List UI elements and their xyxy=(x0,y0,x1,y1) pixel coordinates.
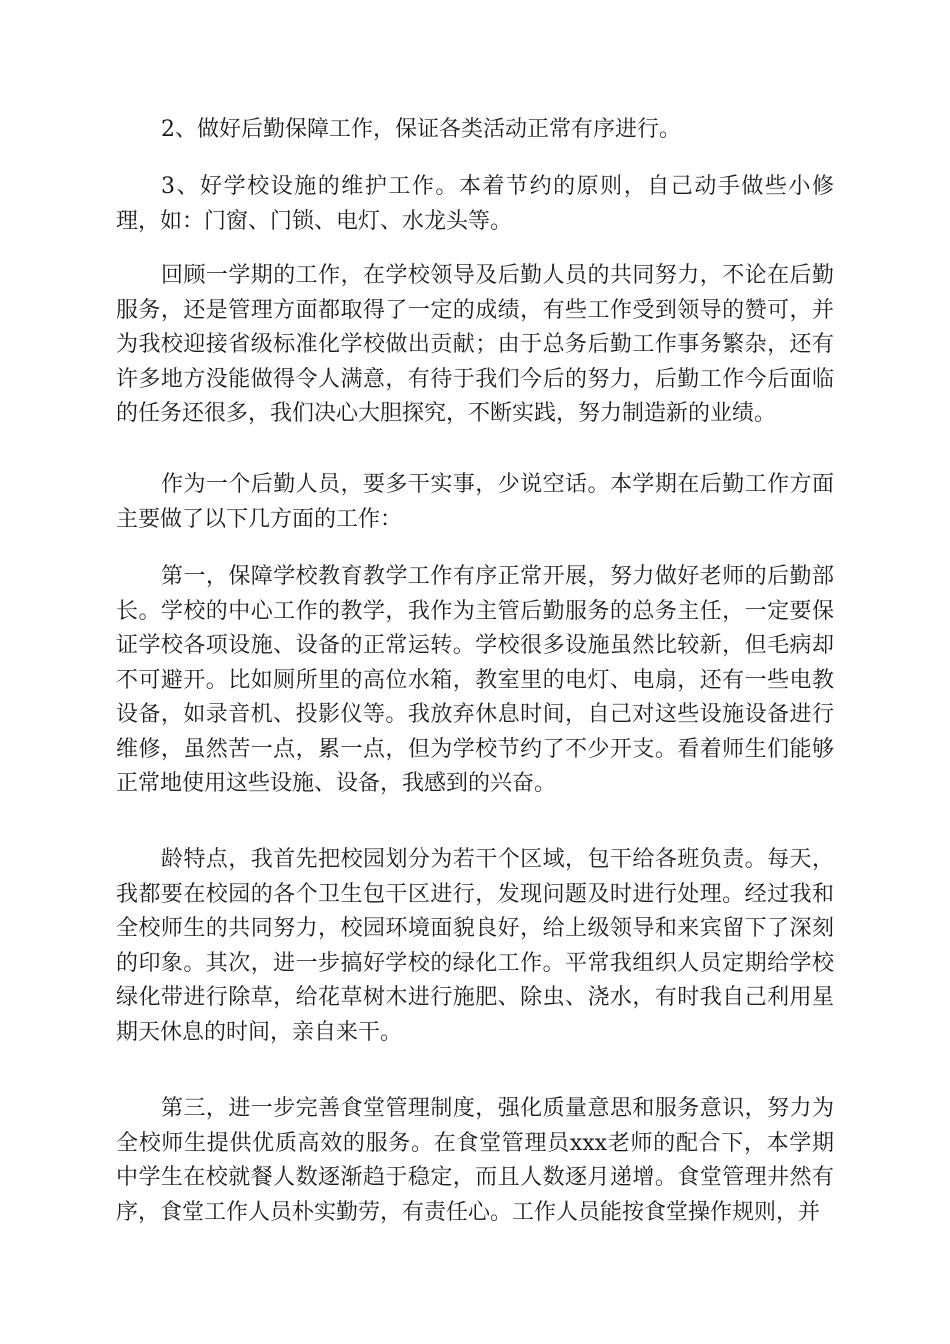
paragraph-first: 第一，保障学校教育教学工作有序正常开展，努力做好老师的后勤部长。学校的中心工作的教学，我作为主管后勤服务的总务主任，一定要保证学校各项设施、设备的正常运转。学校很多设施虽然比较新，但毛病却不可避开。比如厕所里的高位水箱，教室里的电灯、电扇，还有一些电教设备，如录音机、投影仪等。我放弃休息时间，自己对这些设施设备进行维修，虽然苦一点，累一点，但为学校节约了不少开支。看着师生们能够正常地使用这些设施、设备，我感到的兴奋。 xyxy=(116,564,834,796)
paragraph-item-2: 2、做好后勤保障工作，保证各类活动正常有序进行。 xyxy=(161,117,681,142)
paragraph-review: 回顾一学期的工作，在学校领导及后勤人员的共同努力，不论在后勤服务，还是管理方面都取得了一定的成绩，有些工作受到领导的赞可，并为我校迎接省级标准化学校做出贡献；由于总务后勤工作事务繁杂，还有许多地方没能做得令人满意，有待于我们今后的努力，后勤工作今后面临的任务还很多，我们决心大胆探究，不断实践，努力制造新的业绩。 xyxy=(116,263,834,426)
paragraph-item-3: 3、好学校设施的维护工作。本着节约的原则，自己动手做些小修理，如：门窗、门锁、电灯、水龙头等。 xyxy=(116,174,834,234)
paragraph-campus: 龄特点，我首先把校园划分为若干个区域，包干给各班负责。每天，我都要在校园的各个卫生包干区进行，发现问题及时进行处理。经过我和全校师生的共同努力，校园环境面貌良好，给上级领导和来宾留下了深刻的印象。其次，进一步搞好学校的绿化工作。平常我组织人员定期给学校绿化带进行除草，给花草树木进行施肥、除虫、浇水，有时我自己利用星期天休息的时间，亲自来干。 xyxy=(116,847,834,1045)
paragraph-intro: 作为一个后勤人员，要多干实事，少说空话。本学期在后勤工作方面主要做了以下几方面的工作： xyxy=(116,472,834,532)
paragraph-third: 第三，进一步完善食堂管理制度，强化质量意思和服务意识，努力为全校师生提供优质高效的服务。在食堂管理员xxx老师的配合下，本学期中学生在校就餐人数逐渐趋于稳定，而且人数逐月递增。食堂管理井然有序，食堂工作人员朴实勤劳，有责任心。工作人员能按食堂操作规则，并 xyxy=(116,1096,834,1225)
